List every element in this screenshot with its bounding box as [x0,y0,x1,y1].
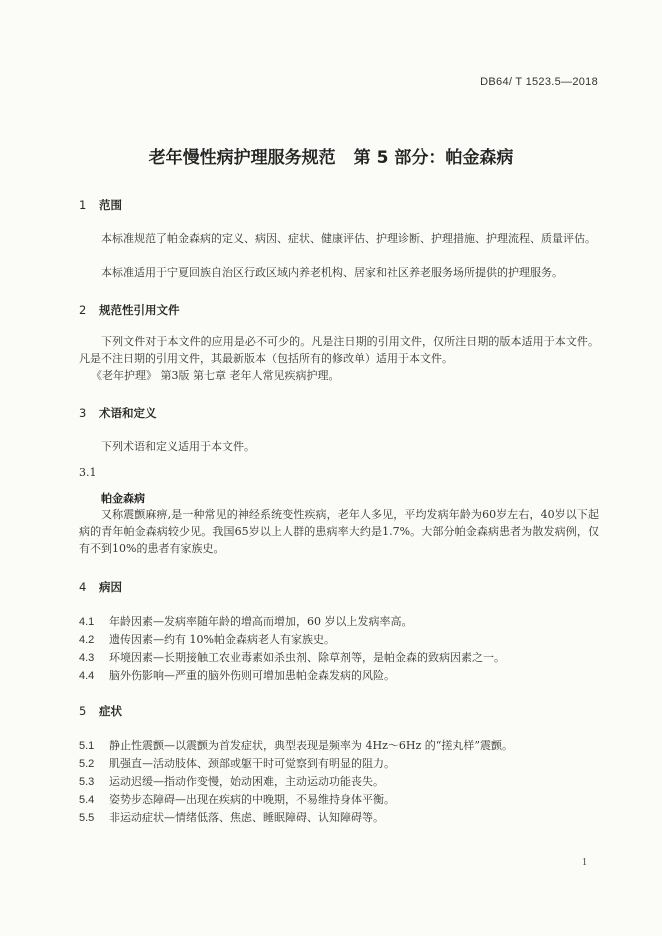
list-item: 5.2 肌强直—活动肢体、颈部或躯干时可觉察到有明显的阻力。 [79,757,395,770]
section-1-heading: 1 范围 [79,198,122,212]
list-item: 4.2 遗传因素—约有 10%帕金森病老人有家族史。 [79,633,335,646]
term-definition: 又称震颤麻痹,是一种常见的神经系统变性疾病，老年人多见，平均发病年龄为60岁左右，40岁以下起病的青年帕金森病较少见。我国65岁以上人群的患病率大约是1.7%。大部分帕金森病患者为散发病例，仅有不到10%的患者有家族史。 [79,508,599,555]
title-part: 第 5 部分：帕金森病 [353,148,514,168]
section-5-heading: 5 症状 [79,704,122,718]
list-item: 5.5 非运动症状—情绪低落、焦虑、睡眠障碍、认知障碍等。 [79,811,384,824]
standard-number: DB64/ T 1523.5—2018 [480,76,598,88]
page-number: 1 [582,857,587,868]
list-item: 4.3 环境因素—长期接触工农业毒素如杀虫剂、除草剂等，是帕金森的致病因素之一。 [79,651,505,664]
term-parkinsons: 帕金森病 [101,492,145,505]
subsection-number: 3.1 [79,466,97,479]
document-title [0,143,662,168]
section-3-heading: 3 术语和定义 [79,406,157,420]
section-1-paragraph-2: 本标准适用于宁夏回族自治区行政区域内养老机构、居家和社区养老服务场所提供的护理服务。 [101,266,563,279]
list-item: 5.3 运动迟缓—指动作变慢，始动困难，主动运动功能丧失。 [79,775,384,788]
section-2-heading: 2 规范性引用文件 [79,303,180,317]
list-item: 5.1 静止性震颤—以震颤为首发症状，典型表现是频率为 4Hz～6Hz 的“搓丸样”震颤。 [79,739,514,752]
list-item: 5.4 姿势步态障碍—出现在疾病的中晚期，不易维持身体平衡。 [79,793,395,806]
reference-item: 《老年护理》 第3版 第七章 老年人常见疾病护理。 [91,369,340,382]
section-4-heading: 4 病因 [79,580,122,594]
list-item: 4.4 脑外伤影响—严重的脑外伤则可增加患帕金森发病的风险。 [79,669,395,682]
section-2-paragraph-1: 下列文件对于本文件的应用是必不可少的。凡是注日期的引用文件，仅所注日期的版本适用于本文件。凡是不注日期的引用文件，其最新版本（包括所有的修改单）适用于本文件。 [79,335,599,365]
title-main: 老年慢性病护理服务规范 [148,148,336,168]
list-item: 4.1 年龄因素—发病率随年龄的增高而增加，60 岁以上发病率高。 [79,615,413,628]
section-1-paragraph-1: 本标准规范了帕金森病的定义、病因、症状、健康评估、护理诊断、护理措施、护理流程、质量评估。 [101,232,596,245]
section-3-paragraph-1: 下列术语和定义适用于本文件。 [101,440,255,453]
